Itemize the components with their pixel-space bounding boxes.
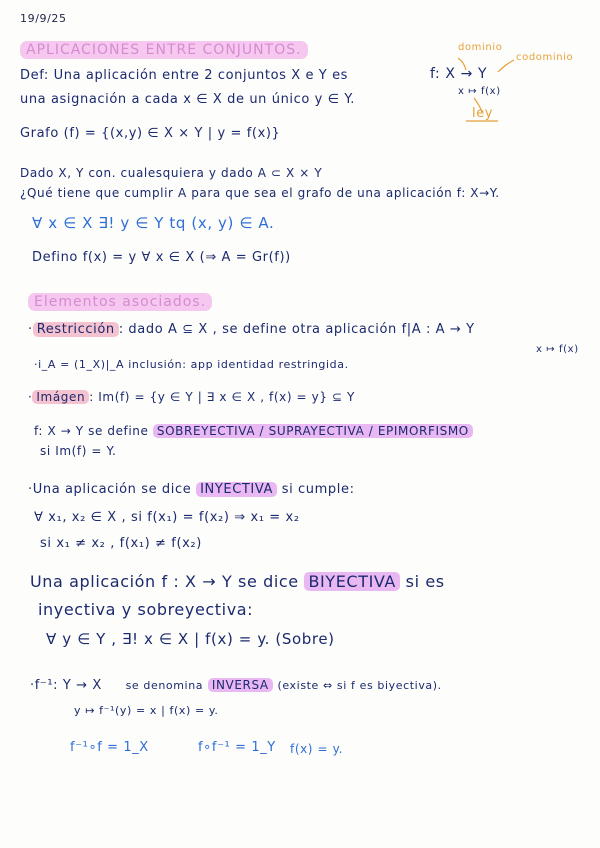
image-text: : Im(f) = {y ∈ Y | ∃ x ∈ X , f(x) = y} ⊆ Y — [89, 390, 355, 404]
definition-line-1: Def: Una aplicación entre 2 conjuntos X e Y es — [20, 68, 349, 83]
inverse-highlight: INVERSA — [208, 678, 273, 692]
question-answer: ∀ x ∈ X ∃! y ∈ Y tq (x, y) ∈ A. — [32, 214, 275, 232]
restriction-label: Restricción — [33, 322, 119, 337]
section-heading-elementos: Elementos asociados. — [28, 294, 212, 310]
restriction-text: : dado A ⊆ X , se define otra aplicación f|A : A → Y — [118, 322, 475, 337]
question-line-2: ¿Qué tiene que cumplir A para que sea el grafo de una aplicación f: X→Y. — [20, 186, 500, 200]
surjective-highlight: SOBREYECTIVA / SUPRAYECTIVA / EPIMORFISMO — [153, 424, 473, 438]
arrow-codominio — [498, 60, 514, 72]
composition-1: f⁻¹∘f = 1_X — [70, 740, 149, 755]
injective-condition-1: ∀ x₁, x₂ ∈ X , si f(x₁) = f(x₂) ⇒ x₁ = x₂ — [34, 510, 300, 525]
surjective-condition: si Im(f) = Y. — [40, 444, 117, 458]
injective-highlight: INYECTIVA — [196, 482, 277, 497]
section-heading-aplicaciones: APLICACIONES ENTRE CONJUNTOS. — [20, 42, 308, 58]
bijective-line-2: inyectiva y sobreyectiva: — [38, 600, 254, 619]
injective-line: ·Una aplicación se dice INYECTIVA si cumple: — [28, 482, 355, 497]
graph-definition: Grafo (f) = {(x,y) ∈ X × Y | y = f(x)} — [20, 126, 281, 141]
definition-line-2: una asignación a cada x ∈ X de un único y ∈ Y. — [20, 92, 355, 107]
question-line-1: Dado X, Y con. cualesquiera y dado A ⊂ X × Y — [20, 166, 323, 180]
surjective-line: f: X → Y se define SOBREYECTIVA / SUPRAYECTIVA / EPIMORFISMO — [34, 424, 473, 438]
annotation-codominio: codominio — [516, 52, 574, 63]
inverse-line: ·f⁻¹: Y → X se denomina INVERSA (existe ⇔ si f es biyectiva). — [30, 678, 442, 693]
image-label: Imágen — [32, 390, 89, 404]
inclusion-line: ·i_A = (1_X)|_A inclusión: app identidad restringida. — [34, 358, 349, 371]
bijective-line: Una aplicación f : X → Y se dice BIYECTIVA si es — [30, 572, 445, 591]
bijective-highlight: BIYECTIVA — [304, 572, 400, 591]
composition-3: f(x) = y. — [290, 742, 343, 756]
restriction-rule: x ↦ f(x) — [536, 344, 579, 355]
date: 19/9/25 — [20, 12, 67, 25]
definition-map: f: X → Y — [430, 66, 488, 82]
question-define: Defino f(x) = y ∀ x ∈ X (⇒ A = Gr(f)) — [32, 250, 291, 265]
restriction-line: · Restricción : dado A ⊆ X , se define otra aplicación f|A : A → Y — [28, 322, 475, 337]
definition-map-rule: x ↦ f(x) — [458, 86, 501, 97]
annotation-ley: ley — [472, 106, 494, 121]
composition-2: f∘f⁻¹ = 1_Y — [198, 740, 276, 755]
injective-condition-2: si x₁ ≠ x₂ , f(x₁) ≠ f(x₂) — [40, 536, 202, 551]
bijective-line-3: ∀ y ∈ Y , ∃! x ∈ X | f(x) = y. (Sobre) — [46, 630, 335, 648]
image-line: · Imágen : Im(f) = {y ∈ Y | ∃ x ∈ X , f(x) = y} ⊆ Y — [28, 390, 355, 404]
annotation-dominio: dominio — [458, 42, 503, 53]
inverse-rule: y ↦ f⁻¹(y) = x | f(x) = y. — [74, 704, 219, 717]
